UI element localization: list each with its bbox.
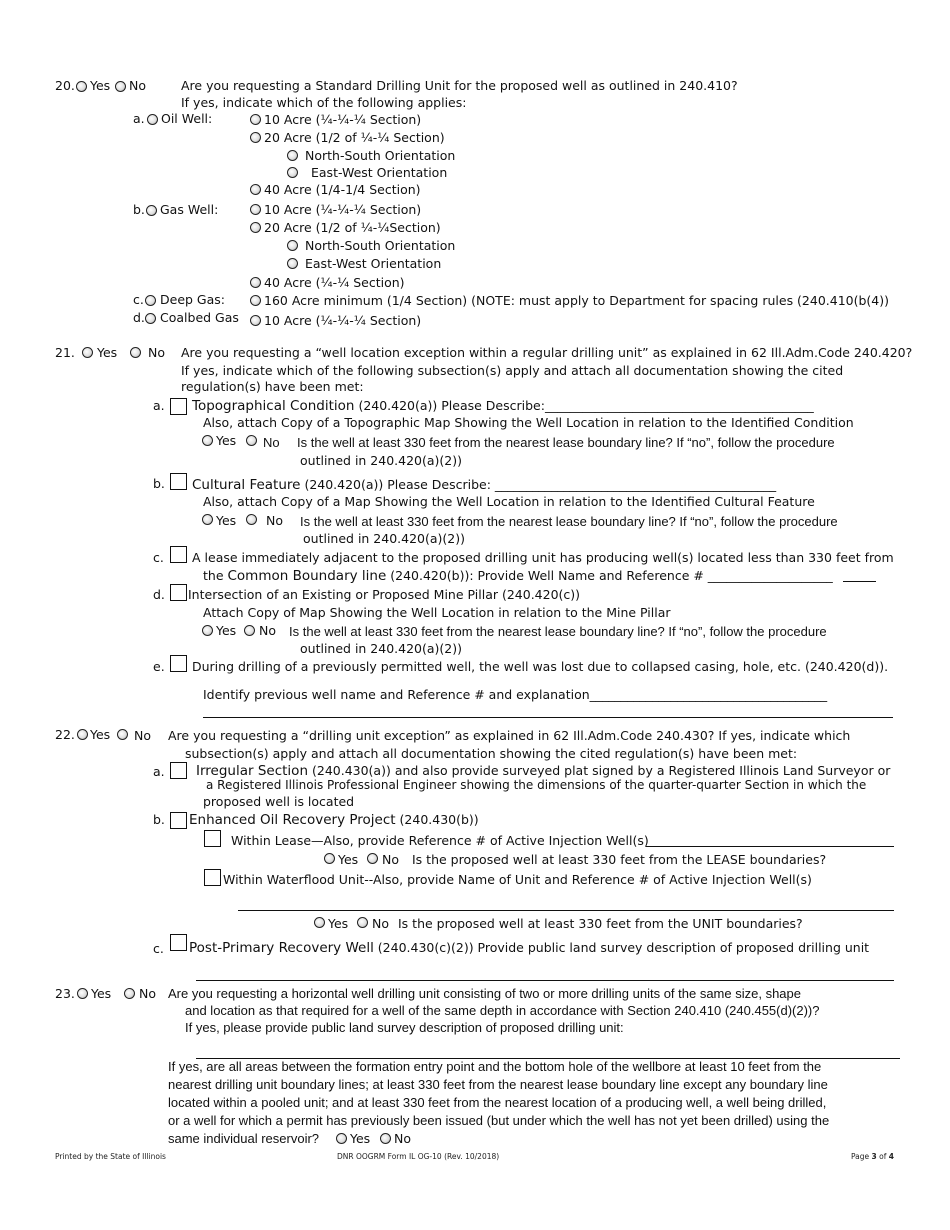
q21-a-ref: (240.420(a)) Please Describe:___________________________________________ — [354, 398, 814, 413]
q21-d-text: Intersection of an Existing or Proposed Mine Pillar (240.420(c)) — [188, 587, 581, 602]
q20-oil-20-radio[interactable] — [250, 132, 261, 143]
q22-a-text-2: a Registered Illinois Professional Engineer showing the dimensions of the quarter-quarter Section in which the — [206, 778, 867, 792]
q20-yes-radio[interactable] — [76, 81, 87, 92]
q22-b-text — [189, 812, 479, 828]
q21-line3: regulation(s) have been met: — [181, 379, 364, 394]
q20-gas-well-radio[interactable] — [146, 205, 157, 216]
q20-gas-ns-label: North-South Orientation — [305, 238, 456, 253]
q22-b-ref: (240.430(b)) — [395, 812, 479, 827]
q23-p-yes-label: Yes — [350, 1131, 371, 1146]
q21-b-text — [192, 477, 776, 493]
q21-d-question: Is the well at least 330 feet from the nearest lease boundary line? If “no”, follow the procedure — [289, 624, 827, 639]
q22-b1-text: Within Lease—Also, provide Reference # of Active Injection Well(s) — [231, 833, 649, 848]
footer-printed-by: Printed by the State of Illinois — [55, 1152, 166, 1161]
q23-p-yes-radio[interactable] — [336, 1133, 347, 1144]
q21-d-label: d. — [153, 587, 165, 602]
q23-paragraph-5: same individual reservoir? — [168, 1131, 320, 1146]
q22-b-label: b. — [153, 812, 165, 827]
q22-b2-text: Within Waterflood Unit--Also, provide Name of Unit and Reference # of Active Injection Well(s) — [223, 872, 812, 887]
q22-question: Are you requesting a “drilling unit exception” as explained in 62 Ill.Adm.Code 240.430? If yes, indicate which — [168, 728, 851, 743]
q20-gas-40-radio[interactable] — [250, 277, 261, 288]
q22-b1-reference-line[interactable] — [646, 846, 894, 847]
q20-gas-ew-label: East-West Orientation — [305, 256, 442, 271]
q21-a-question: Is the well at least 330 feet from the nearest lease boundary line? If “no”, follow the procedure — [297, 435, 835, 450]
q23-paragraph-4: or a well for which a permit has previously been issued (but under which the well has not yet been drilled) using the — [168, 1113, 830, 1128]
q23-yes-radio[interactable] — [77, 988, 88, 999]
q22-b2-no-radio[interactable] — [357, 917, 368, 928]
q20-no-label: No — [129, 78, 146, 93]
q21-yes-radio[interactable] — [82, 347, 93, 358]
q20-number: 20. — [55, 78, 75, 93]
q21-a-checkbox[interactable] — [170, 398, 187, 415]
footer-page-number — [851, 1152, 894, 1161]
q21-c-text-2a: the — [203, 568, 228, 583]
footer-page-current: 3 — [871, 1152, 877, 1161]
q21-b-no-radio[interactable] — [246, 514, 257, 525]
q20-gas-20-radio[interactable] — [250, 222, 261, 233]
q21-number: 21. — [55, 345, 75, 360]
q22-b1-no-radio[interactable] — [367, 853, 378, 864]
q23-number: 23. — [55, 986, 75, 1001]
q22-b-title: Enhanced Oil Recovery Project — [189, 812, 396, 828]
q20-deep-gas-label: Deep Gas: — [160, 292, 225, 307]
q20-oil-well-radio[interactable] — [147, 114, 158, 125]
q20-c-label: c. — [133, 292, 144, 307]
footer-form-id: DNR OOGRM Form IL OG-10 (Rev. 10/2018) — [337, 1152, 500, 1161]
q20-oil-ns-radio[interactable] — [287, 150, 298, 161]
q21-b-title: Cultural Feature — [192, 477, 301, 493]
q22-number: 22. — [55, 727, 75, 742]
q20-oil-ns-label: North-South Orientation — [305, 148, 456, 163]
q21-d-no-label: No — [259, 623, 276, 638]
q22-b2-question: Is the proposed well at least 330 feet from the UNIT boundaries? — [398, 916, 803, 931]
q20-gas-ns-radio[interactable] — [287, 240, 298, 251]
q23-p-no-label: No — [394, 1131, 411, 1146]
q21-c-text-2c: (240.420(b)): Provide Well Name and Reference # ____________________ — [386, 568, 833, 583]
q20-oil-ew-radio[interactable] — [287, 167, 298, 178]
q20-deep-gas-radio[interactable] — [145, 295, 156, 306]
q20-gas-10-label: 10 Acre (¼-¼-¼ Section) — [264, 202, 422, 217]
q22-b2-no-label: No — [372, 916, 389, 931]
q22-yes-label: Yes — [90, 727, 111, 742]
q21-no-radio[interactable] — [130, 347, 141, 358]
q20-oil-well-label: Oil Well: — [161, 111, 213, 126]
q20-oil-40-radio[interactable] — [250, 184, 261, 195]
q21-b-also: Also, attach Copy of a Map Showing the Well Location in relation to the Identified Cultural Feature — [203, 494, 815, 509]
q21-d-no-radio[interactable] — [244, 625, 255, 636]
q21-b-yes-radio[interactable] — [202, 514, 213, 525]
q20-gas-ew-radio[interactable] — [287, 258, 298, 269]
q22-b2-reference-line[interactable] — [238, 910, 894, 911]
q22-c-text — [189, 940, 869, 956]
q20-yes-label: Yes — [90, 78, 111, 93]
q23-paragraph-2: nearest drilling unit boundary lines; at least 330 feet from the nearest lease boundary line except any boundary line — [168, 1077, 828, 1092]
q21-d-yes-radio[interactable] — [202, 625, 213, 636]
footer-page-mid: of — [876, 1152, 889, 1161]
q22-a-checkbox[interactable] — [170, 762, 187, 779]
q21-d-yes-label: Yes — [216, 623, 237, 638]
q22-a-text-1: (240.430(a)) and also provide surveyed plat signed by a Registered Illinois Land Surveyor or — [308, 763, 891, 778]
q21-e-label: e. — [153, 659, 165, 674]
q21-e-text: During drilling of a previously permitted well, the well was lost due to collapsed casing, hole, etc. (240.420(d)). — [192, 659, 889, 674]
q23-yes-label: Yes — [91, 986, 112, 1001]
q20-gas-10-radio[interactable] — [250, 204, 261, 215]
q20-coal-10-radio[interactable] — [250, 315, 261, 326]
q21-yes-label: Yes — [97, 345, 118, 360]
q20-oil-10-label: 10 Acre (¼-¼-¼ Section) — [264, 112, 422, 127]
q22-a-title: Irregular Section — [196, 763, 309, 779]
q21-a-title: Topographical Condition — [192, 398, 355, 414]
q21-no-label: No — [148, 345, 165, 360]
q22-yes-radio[interactable] — [77, 729, 88, 740]
q21-question: Are you requesting a “well location exception within a regular drilling unit” as explained in 62 Ill.Adm.Code 240.420? — [181, 345, 913, 360]
q21-e-explanation-line[interactable] — [203, 717, 893, 718]
footer-page-prefix: Page — [851, 1152, 872, 1161]
q22-a-label: a. — [153, 764, 165, 779]
q21-c-text: A lease immediately adjacent to the proposed drilling unit has producing well(s) located less than 330 feet from — [192, 550, 894, 565]
q22-no-radio[interactable] — [117, 729, 128, 740]
q22-b1-yes-label: Yes — [338, 852, 359, 867]
q20-b-label: b. — [133, 202, 145, 217]
q21-b-yes-label: Yes — [216, 513, 237, 528]
q21-b-question-2: outlined in 240.420(a)(2)) — [303, 531, 465, 546]
q22-c-description-line[interactable] — [196, 980, 894, 981]
q21-b-ref: (240.420(a)) Please Describe: _____________________________________________ — [300, 477, 777, 492]
q21-c-reference-line[interactable] — [843, 581, 876, 582]
q21-a-text — [192, 398, 814, 414]
q20-oil-20-label: 20 Acre (1/2 of ¼-¼ Section) — [264, 130, 445, 145]
q21-a-no-label: No — [263, 435, 280, 450]
q22-a-text-3: proposed well is located — [203, 794, 355, 809]
q23-paragraph-1: If yes, are all areas between the formation entry point and the bottom hole of the wellbore at least 10 feet from the — [168, 1059, 822, 1074]
q22-b-checkbox[interactable] — [170, 812, 187, 829]
q20-question: Are you requesting a Standard Drilling Unit for the proposed well as outlined in 240.410? — [181, 78, 738, 93]
q22-b2-yes-radio[interactable] — [314, 917, 325, 928]
q20-coal-10-label: 10 Acre (¼-¼-¼ Section) — [264, 313, 422, 328]
q22-b1-checkbox[interactable] — [204, 830, 221, 847]
q21-a-question-2: outlined in 240.420(a)(2)) — [300, 453, 462, 468]
q22-b1-yes-radio[interactable] — [324, 853, 335, 864]
q22-no-label: No — [134, 728, 151, 743]
q22-b2-checkbox[interactable] — [204, 869, 221, 886]
q20-deep-160-label: 160 Acre minimum (1/4 Section) (NOTE: must apply to Department for spacing rules (240.410(b(4)) — [264, 293, 890, 308]
q22-line2: subsection(s) apply and attach all documentation showing the cited regulation(s) have been met: — [185, 746, 798, 761]
q23-line3: If yes, please provide public land survey description of proposed drilling unit: — [185, 1020, 624, 1035]
q21-line2: If yes, indicate which of the following subsection(s) apply and attach all documentation showing the cited — [181, 363, 844, 378]
q21-a-also: Also, attach Copy of a Topographic Map Showing the Well Location in relation to the Identified Condition — [203, 415, 854, 430]
q23-paragraph-3: located within a pooled unit; and at least 330 feet from the nearest location of a producing well, a well being drilled, — [168, 1095, 827, 1110]
q20-oil-ew-label: East-West Orientation — [311, 165, 448, 180]
q20-deep-160-radio[interactable] — [250, 295, 261, 306]
q20-a-label: a. — [133, 111, 145, 126]
q22-b1-no-label: No — [382, 852, 399, 867]
q21-c-checkbox[interactable] — [170, 546, 187, 563]
q21-b-question: Is the well at least 330 feet from the nearest lease boundary line? If “no”, follow the procedure — [300, 514, 838, 529]
q23-line2: and location as that required for a well of the same depth in accordance with Section 240.410 (240.455(d)(2))? — [185, 1003, 820, 1018]
q21-c-common-boundary: Common Boundary line — [227, 568, 387, 584]
q20-no-radio[interactable] — [115, 81, 126, 92]
q20-gas-40-label: 40 Acre (¼-¼ Section) — [264, 275, 405, 290]
footer-page-total: 4 — [888, 1152, 894, 1161]
q22-b1-question: Is the proposed well at least 330 feet from the LEASE boundaries? — [412, 852, 827, 867]
q21-a-yes-radio[interactable] — [202, 435, 213, 446]
q22-b2-yes-label: Yes — [328, 916, 349, 931]
q23-no-radio[interactable] — [124, 988, 135, 999]
q21-e-checkbox[interactable] — [170, 655, 187, 672]
q21-b-no-label: No — [266, 513, 283, 528]
q20-subtext: If yes, indicate which of the following applies: — [181, 95, 467, 110]
q21-e-identify: Identify previous well name and Reference # and explanation______________________________________ — [203, 687, 828, 702]
q21-d-checkbox[interactable] — [170, 584, 187, 601]
q20-coalbed-radio[interactable] — [145, 313, 156, 324]
q21-d-question-2: outlined in 240.420(a)(2)) — [300, 641, 462, 656]
q20-coalbed-label: Coalbed Gas — [160, 310, 239, 325]
q23-p-no-radio[interactable] — [380, 1133, 391, 1144]
q20-d-label: d. — [133, 310, 145, 325]
q21-c-text-2 — [203, 568, 833, 584]
q22-c-checkbox[interactable] — [170, 934, 187, 951]
q20-gas-20-label: 20 Acre (1/2 of ¼-¼Section) — [264, 220, 441, 235]
q22-c-title: Post-Primary Recovery Well — [189, 940, 374, 956]
q23-question: Are you requesting a horizontal well drilling unit consisting of two or more drilling units of the same size, shape — [168, 986, 801, 1001]
q21-b-checkbox[interactable] — [170, 473, 187, 490]
q21-b-label: b. — [153, 476, 165, 491]
q22-c-text-1: (240.430(c)(2)) Provide public land survey description of proposed drilling unit — [373, 940, 870, 955]
q20-oil-10-radio[interactable] — [250, 114, 261, 125]
q20-oil-40-label: 40 Acre (1/4-1/4 Section) — [264, 182, 421, 197]
q23-no-label: No — [139, 986, 156, 1001]
q21-d-attach: Attach Copy of Map Showing the Well Location in relation to the Mine Pillar — [203, 605, 671, 620]
q21-a-no-radio[interactable] — [246, 435, 257, 446]
q22-c-label: c. — [153, 941, 164, 956]
q21-a-yes-label: Yes — [216, 433, 237, 448]
q22-a-text — [196, 763, 890, 779]
q21-c-label: c. — [153, 550, 164, 565]
q20-gas-well-label: Gas Well: — [160, 202, 219, 217]
q21-a-label: a. — [153, 398, 165, 413]
